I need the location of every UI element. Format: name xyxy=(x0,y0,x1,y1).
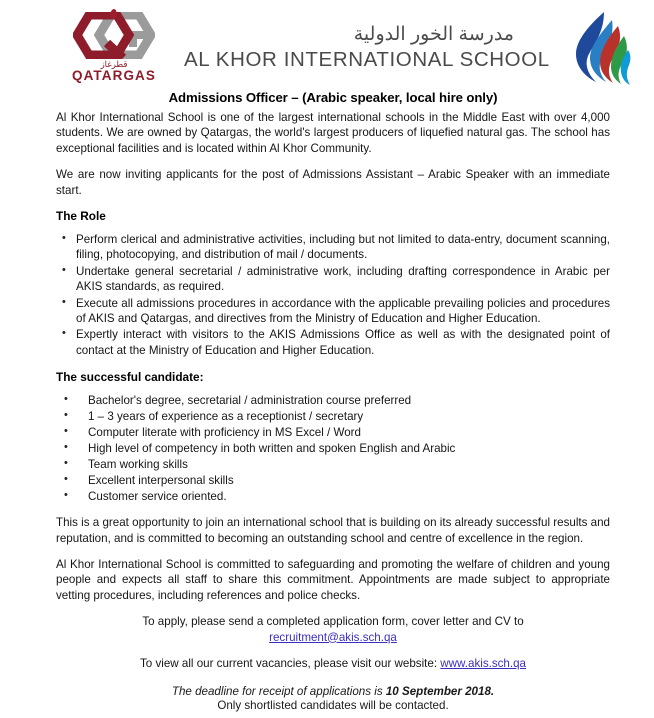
qatargas-logo xyxy=(66,12,162,83)
shortlist-note: Only shortlisted candidates will be contacted. xyxy=(217,699,449,713)
list-item: • Perform clerical and administrative activities, including but not limited to data-entry, document scanning, filing, photocopying, and distribution of mail / documents. xyxy=(56,232,610,263)
akis-flame-logo-icon xyxy=(570,10,632,86)
list-item: • Computer literate with proficiency in MS Excel / Word xyxy=(56,425,610,440)
list-item: • Bachelor's degree, secretarial / administration course preferred xyxy=(56,393,610,408)
invitation-paragraph: We are now inviting applicants for the post of Admissions Assistant – Arabic Speaker with an immediate start. xyxy=(56,168,610,197)
qatargas-arabic-name: قطرغاز xyxy=(100,59,128,70)
apply-email-line xyxy=(56,630,610,645)
school-english-name: AL KHOR INTERNATIONAL SCHOOL xyxy=(184,48,550,72)
list-item: • Excellent interpersonal skills xyxy=(56,473,610,488)
document-body xyxy=(0,90,654,712)
website-line xyxy=(56,656,610,671)
qg-monogram-svg xyxy=(73,12,155,59)
website-block xyxy=(56,656,610,671)
list-item: • Customer service oriented. xyxy=(56,489,610,504)
role-list xyxy=(56,232,610,358)
document-header xyxy=(0,0,654,86)
opportunity-paragraph: This is a great opportunity to join an international school that is building on its already successful results and reputation, and is committed to becoming an outstanding school and centre of excellence in the region. xyxy=(56,516,610,545)
website-instruction: To view all our current vacancies, please visit our website: xyxy=(140,656,438,670)
deadline-date: 10 September 2018. xyxy=(385,685,495,699)
list-item: • Expertly interact with visitors to the AKIS Admissions Office as well as with the designated point of contact at the Ministry of Education and Higher Education. xyxy=(56,327,610,358)
candidate-heading: The successful candidate: xyxy=(56,370,204,385)
role-heading: The Role xyxy=(56,209,106,224)
deadline-line xyxy=(56,685,610,698)
website-link[interactable]: www.akis.sch.qa xyxy=(440,656,526,670)
list-item: • High level of competency in both written and spoken English and Arabic xyxy=(56,441,610,456)
candidate-list xyxy=(56,393,610,504)
list-item: • 1 – 3 years of experience as a receptionist / secretary xyxy=(56,409,610,424)
page-title: Admissions Officer – (Arabic speaker, local hire only) xyxy=(168,90,498,105)
list-item: • Team working skills xyxy=(56,457,610,472)
apply-instruction: To apply, please send a completed application form, cover letter and CV to xyxy=(142,615,524,629)
intro-paragraph: Al Khor International School is one of the largest international schools in the Middle East with over 4,000 students. We are owned by Qatargas, the world's largest producers of liquefied natural gas. The school has exceptional facilities and is located within Al Khor Community. xyxy=(56,111,610,155)
list-item: • Undertake general secretarial / administrative work, including drafting correspondence in Arabic per AKIS standards, as required. xyxy=(56,264,610,295)
safeguarding-paragraph: Al Khor International School is committed to safeguarding and promoting the welfare of children and young people and expects all staff to share this commitment. Appointments are made subject to appropriate vetting procedures, including references and police checks. xyxy=(56,557,610,602)
school-arabic-name: مدرسة الخور الدولية xyxy=(353,24,514,46)
list-item: • Execute all admissions procedures in accordance with the applicable prevailing policies and procedures of AKIS and Qatargas, and directives from the Ministry of Education and Higher Education. xyxy=(56,296,610,327)
deadline-prefix: The deadline for receipt of applications is xyxy=(171,685,386,699)
apply-block xyxy=(56,614,610,645)
akis-flame-svg xyxy=(570,10,632,86)
qatargas-qg-monogram-icon xyxy=(73,12,155,59)
qatargas-wordmark: QATARGAS xyxy=(71,67,157,83)
recruitment-email-link[interactable]: recruitment@akis.sch.qa xyxy=(269,630,397,644)
school-name-block xyxy=(162,23,570,72)
